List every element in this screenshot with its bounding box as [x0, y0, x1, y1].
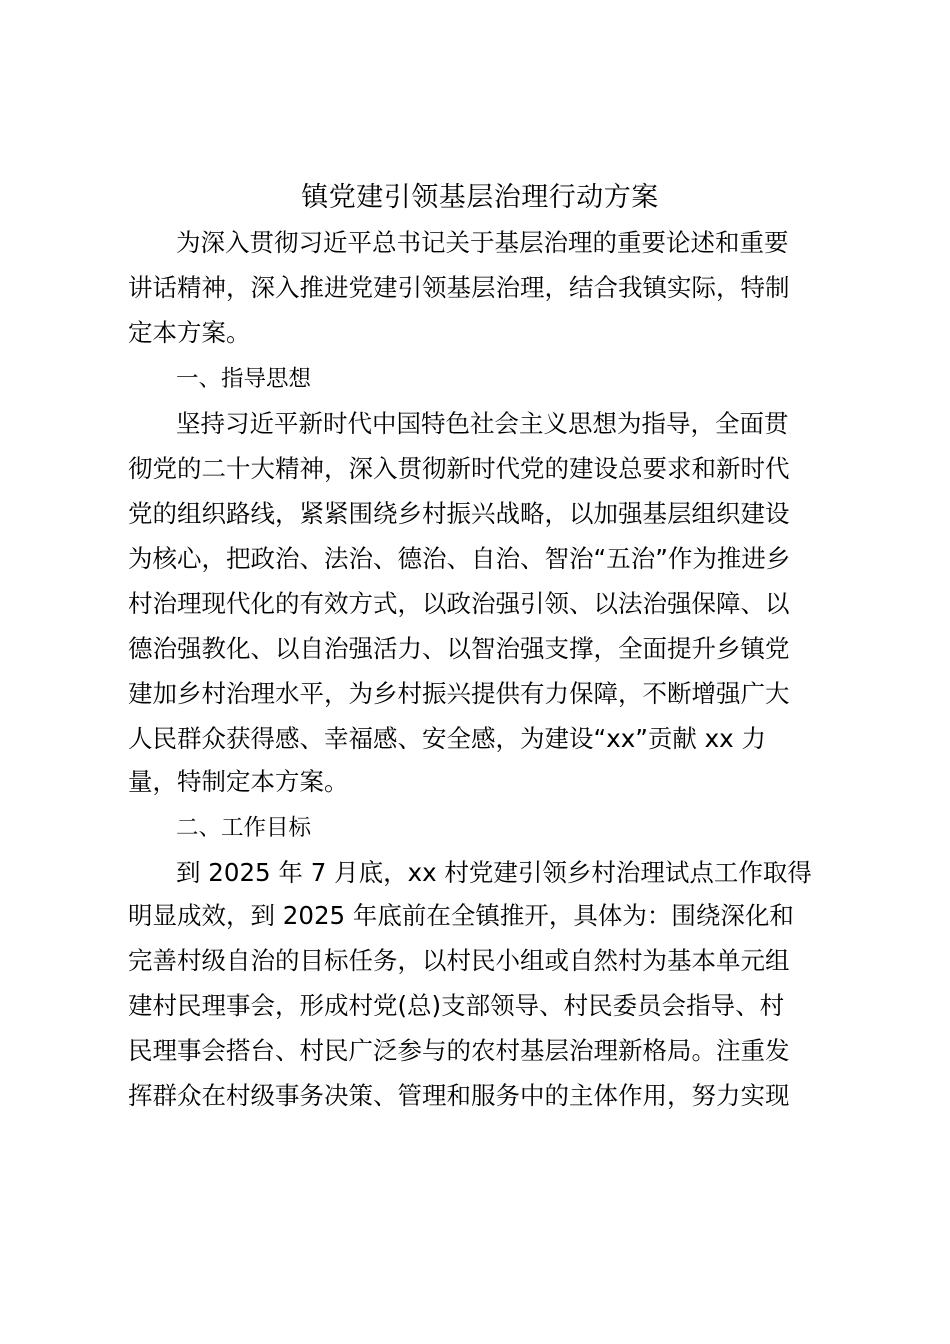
- section-2-line-1: 到 2025 年 7 月底，xx 村党建引领乡村治理试点工作取得: [176, 858, 812, 887]
- section-2-heading: 二、工作目标: [176, 815, 312, 841]
- section-2-line-5: 民理事会搭台、村民广泛参与的农村基层治理新格局。注重发: [128, 1036, 790, 1065]
- section-1-line-3: 党的组织路线，紧紧围绕乡村振兴战略，以加强基层组织建设: [128, 499, 790, 528]
- section-1-line-9: 量，特制定本方案。: [128, 767, 349, 796]
- section-1-line-2: 彻党的二十大精神，深入贯彻新时代党的建设总要求和新时代: [128, 454, 790, 483]
- section-2-line-3: 完善村级自治的目标任务，以村民小组或自然村为基本单元组: [128, 946, 790, 975]
- section-1-line-1: 坚持习近平新时代中国特色社会主义思想为指导，全面贯: [176, 409, 789, 438]
- section-2-line-2: 明显成效，到 2025 年底前在全镇推开，具体为：围绕深化和: [128, 901, 794, 930]
- section-2-line-4: 建村民理事会，形成村党(总)支部领导、村民委员会指导、村: [128, 991, 785, 1020]
- section-1-line-8: 人民群众获得感、幸福感、安全感，为建设“xx”贡献 xx 力: [128, 724, 766, 753]
- section-1-line-5: 村治理现代化的有效方式，以政治强引领、以法治强保障、以: [128, 589, 790, 618]
- intro-line-1: 为深入贯彻习近平总书记关于基层治理的重要论述和重要: [176, 228, 789, 257]
- section-2-line-6: 挥群众在村级事务决策、管理和服务中的主体作用，努力实现: [128, 1081, 790, 1110]
- section-1-line-7: 建加乡村治理水平，为乡村振兴提供有力保障，不断增强广大: [128, 679, 790, 708]
- section-1-line-4: 为核心，把政治、法治、德治、自治、智治“五治”作为推进乡: [128, 544, 791, 573]
- intro-line-2: 讲话精神，深入推进党建引领基层治理，结合我镇实际，特制: [128, 273, 790, 302]
- section-1-heading: 一、指导思想: [176, 366, 312, 392]
- section-1-line-6: 德治强教化、以自治强活力、以智治强支撑，全面提升乡镇党: [128, 634, 790, 663]
- intro-line-3: 定本方案。: [128, 318, 251, 347]
- document-title: 镇党建引领基层治理行动方案: [301, 182, 659, 213]
